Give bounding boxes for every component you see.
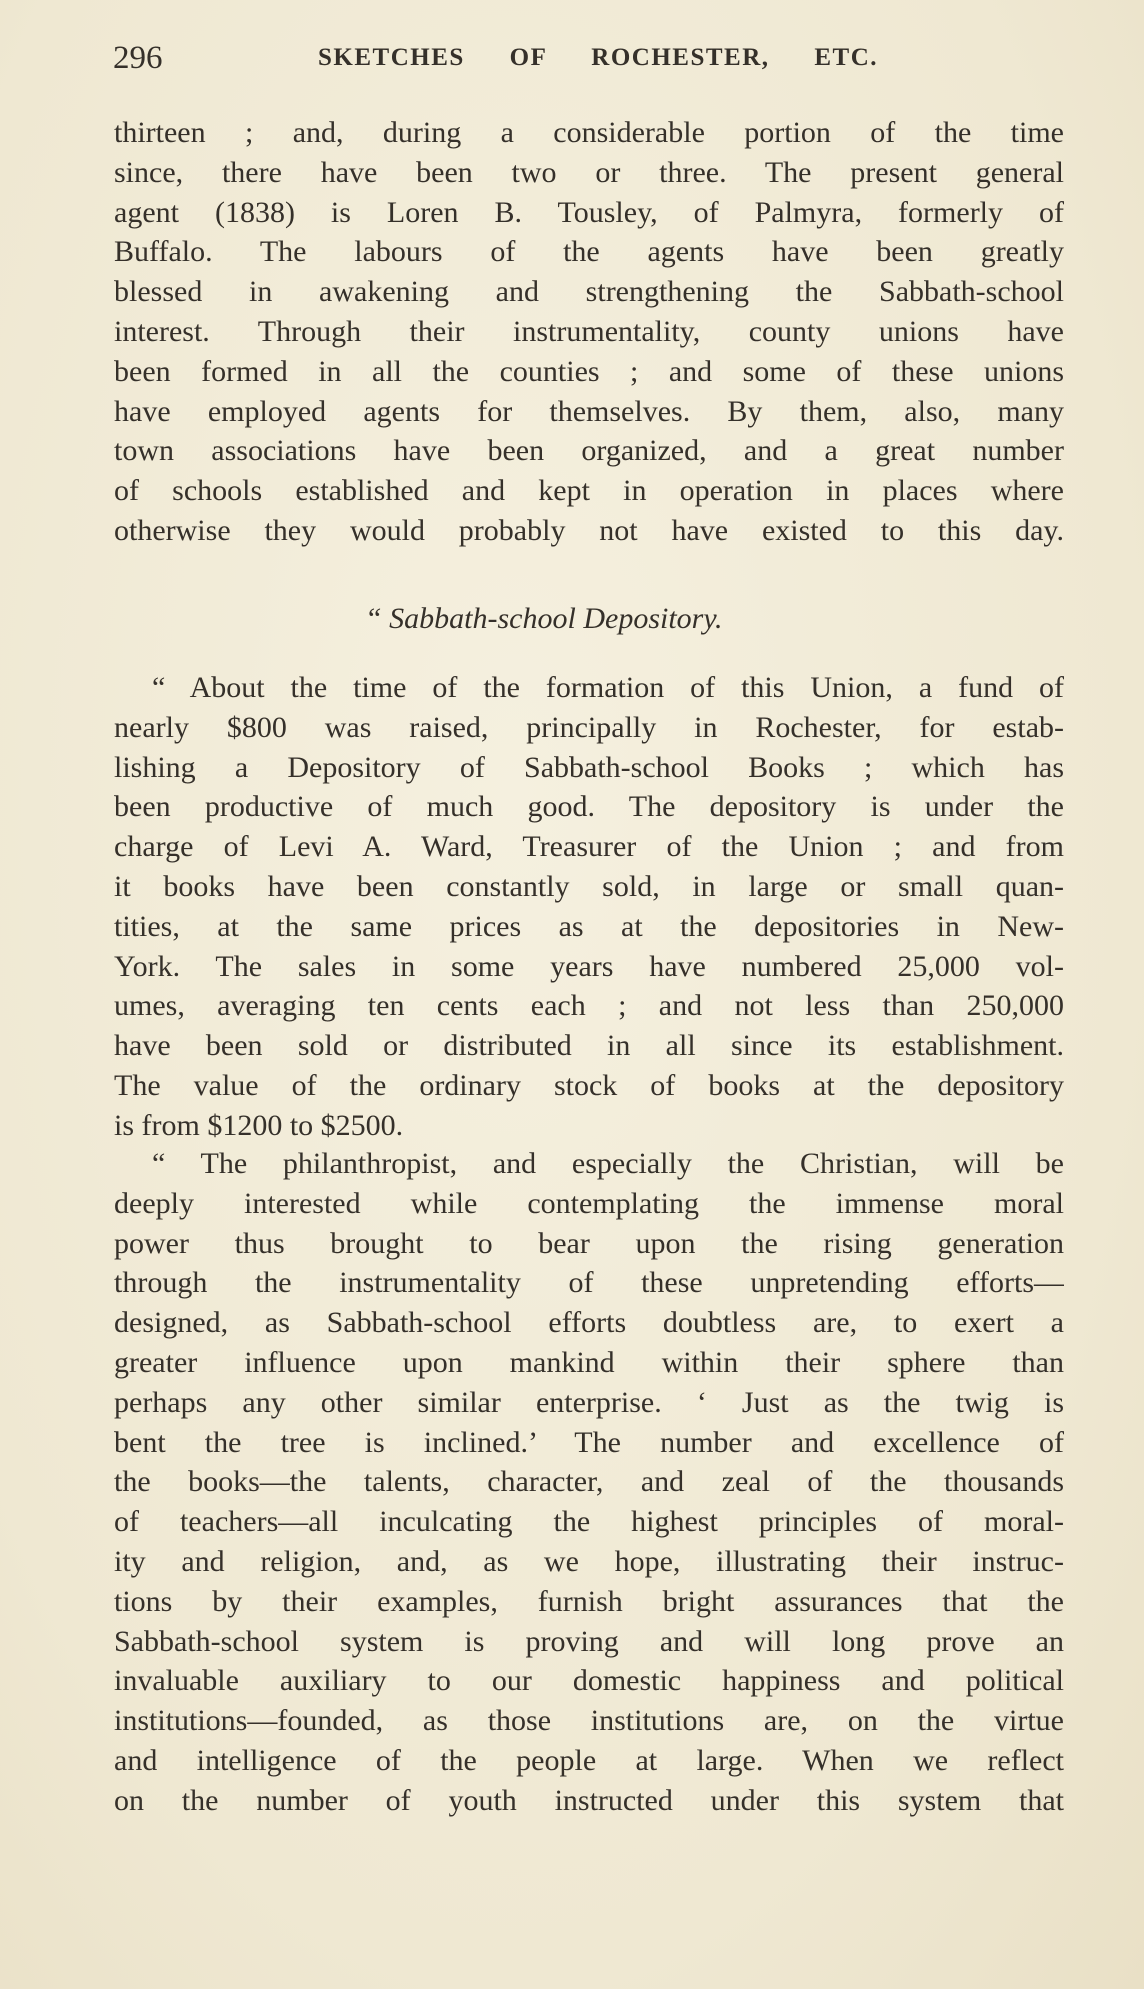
- page-number: 296: [113, 40, 163, 76]
- text-line: Sabbath-school system is proving and will long prove an: [114, 1624, 1064, 1658]
- text-line: agent (1838) is Loren B. Tousley, of Palmyra, formerly of: [114, 195, 1064, 229]
- paragraph-3: [114, 1144, 1064, 1821]
- text-line: been formed in all the counties ; and some of these unions: [114, 354, 1064, 388]
- text-line: umes, averaging ten cents each ; and not less than 250,000: [114, 989, 1064, 1023]
- text-line: been productive of much good. The depository is under the: [114, 790, 1064, 824]
- text-line: deeply interested while contemplating the immense moral: [114, 1186, 1064, 1220]
- text-line: otherwise they would probably not have existed to this day.: [114, 513, 1064, 547]
- text-line: perhaps any other similar enterprise. ‘ Just as the twig is: [114, 1385, 1064, 1419]
- text-line: tities, at the same prices as at the depositories in New-: [114, 909, 1064, 943]
- text-line: it books have been constantly sold, in large or small quan-: [114, 869, 1064, 903]
- text-line: The value of the ordinary stock of books at the depository: [114, 1068, 1064, 1102]
- text-line: nearly $800 was raised, principally in Rochester, for estab-: [114, 710, 1064, 744]
- text-line: charge of Levi A. Ward, Treasurer of the Union ; and from: [114, 830, 1064, 864]
- text-line: greater influence upon mankind within their sphere than: [114, 1345, 1064, 1379]
- text-line: have been sold or distributed in all since its establishment.: [114, 1029, 1064, 1063]
- text-line: have employed agents for themselves. By them, also, many: [114, 394, 1064, 428]
- text-line: lishing a Depository of Sabbath-school Books ; which has: [114, 750, 1064, 784]
- running-title: SKETCHES OF ROCHESTER, ETC.: [318, 44, 878, 71]
- paragraph-2: [114, 668, 1064, 1146]
- text-line: “ About the time of the formation of this Union, a fund of: [152, 671, 1064, 704]
- text-line: thirteen ; and, during a considerable portion of the time: [114, 116, 1064, 149]
- text-line: institutions—founded, as those institutions are, on the virtue: [114, 1704, 1064, 1738]
- text-line: invaluable auxiliary to our domestic happiness and political: [114, 1664, 1064, 1698]
- section-heading: “ Sabbath-school Depository.: [365, 602, 723, 635]
- text-line: through the instrumentality of these unpretending efforts—: [114, 1266, 1064, 1300]
- text-line: blessed in awakening and strengthening the Sabbath-school: [114, 275, 1064, 309]
- text-line: “ The philanthropist, and especially the Christian, will be: [152, 1147, 1064, 1180]
- text-line: York. The sales in some years have numbered 25,000 vol-: [114, 949, 1064, 983]
- text-line: power thus brought to bear upon the rising generation: [114, 1226, 1064, 1260]
- text-line: tions by their examples, furnish bright assurances that the: [114, 1584, 1064, 1618]
- text-line: on the number of youth instructed under this system that: [114, 1783, 1064, 1817]
- text-line: designed, as Sabbath-school efforts doubtless are, to exert a: [114, 1306, 1064, 1340]
- text-line: bent the tree is inclined.’ The number and excellence of: [114, 1425, 1064, 1459]
- text-line: and intelligence of the people at large. When we reflect: [114, 1743, 1064, 1777]
- text-line: ity and religion, and, as we hope, illustrating their instruc-: [114, 1544, 1064, 1578]
- text-line: the books—the talents, character, and zeal of the thousands: [114, 1465, 1064, 1499]
- text-line: of teachers—all inculcating the highest principles of moral-: [114, 1505, 1064, 1539]
- text-line: is from $1200 to $2500.: [114, 1108, 404, 1142]
- text-line: town associations have been organized, and a great number: [114, 434, 1064, 468]
- paragraph-1: [114, 113, 1064, 551]
- text-line: Buffalo. The labours of the agents have been greatly: [114, 235, 1064, 269]
- text-line: interest. Through their instrumentality, county unions have: [114, 314, 1064, 348]
- text-line: of schools established and kept in operation in places where: [114, 474, 1064, 508]
- text-line: since, there have been two or three. The present general: [114, 155, 1064, 189]
